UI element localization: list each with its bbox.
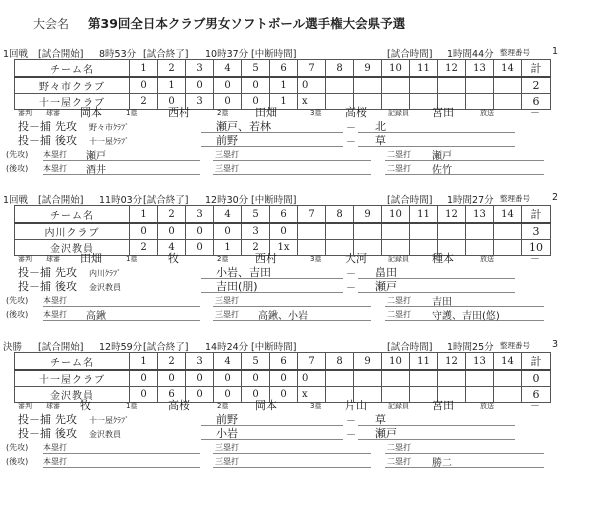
inning-score: 0 (158, 223, 186, 240)
team-name: 十一屋クラブ (15, 94, 130, 110)
inning-score (298, 223, 326, 240)
underline (213, 453, 371, 454)
top-pitchers: 瀬戸、若林 (216, 120, 271, 133)
bottom-catchers: 瀬戸 (375, 280, 397, 293)
third-base-umpire: 大河 (345, 252, 367, 265)
scoreboard-table (14, 59, 551, 110)
end-label: [試合終了] (143, 195, 189, 206)
game-header (0, 339, 600, 353)
recorder: 宮田 (432, 399, 454, 412)
end-label: [試合終了] (143, 342, 189, 353)
tournament-name: 第39回全日本クラブ男女ソフトボール選手権大会県予選 (88, 16, 406, 31)
top-paren-label: (先攻) (6, 296, 29, 305)
battery-label-bottom: 投－捕 (18, 427, 51, 440)
top-doubles: 瀬戸 (432, 151, 452, 162)
double-label: 二塁打 (387, 150, 411, 159)
bottom-home-runs: 酒井 (86, 165, 106, 176)
inning-score (354, 77, 382, 94)
inning-header: 6 (270, 206, 298, 224)
team-total: 2 (522, 77, 551, 94)
inning-score: 3 (242, 223, 270, 240)
plate-umpire: 田畑 (80, 252, 102, 265)
team-name: 十一屋クラブ (15, 370, 130, 387)
inning-score: 0 (130, 387, 158, 403)
inning-score: 0 (214, 387, 242, 403)
team-row (15, 370, 551, 387)
inning-score (466, 370, 494, 387)
triple-label: 三塁打 (215, 150, 239, 159)
inning-header: 10 (382, 60, 410, 78)
third-base-umpire: 片山 (345, 399, 367, 412)
inning-score: 1 (270, 77, 298, 94)
inning-header: 13 (466, 60, 494, 78)
broadcast-label: 放送 (480, 109, 494, 117)
inning-score: 1 (158, 77, 186, 94)
inning-score: 0 (130, 223, 158, 240)
total-header: 計 (522, 353, 551, 371)
double-label: 二塁打 (387, 296, 411, 305)
inning-header: 3 (186, 60, 214, 78)
inning-header: 12 (438, 206, 466, 224)
start-label: [試合開始] (38, 49, 84, 60)
bottom-doubles: 佐竹 (432, 165, 452, 176)
home-run-label: 本塁打 (43, 296, 67, 305)
inning-score: x (298, 387, 326, 403)
recorder-label: 記録員 (388, 255, 409, 263)
duration-value: 1時間25分 (447, 342, 494, 353)
inning-score: 4 (158, 240, 186, 256)
duration-label: [試合時間] (387, 342, 433, 353)
duration-value: 1時間27分 (447, 195, 494, 206)
inning-header: 8 (326, 353, 354, 371)
home-run-label: 本塁打 (43, 150, 67, 159)
top-catchers: 北 (375, 120, 386, 133)
inning-score: 0 (158, 370, 186, 387)
start-label: [試合開始] (38, 195, 84, 206)
serial-number: 3 (552, 339, 559, 350)
end-label: [試合終了] (143, 49, 189, 60)
team-total: 3 (522, 223, 551, 240)
scoreboard-header-row (15, 353, 551, 371)
top-paren-label: (先攻) (6, 443, 29, 452)
inning-header: 2 (158, 206, 186, 224)
inning-header: 5 (242, 60, 270, 78)
inning-score (326, 370, 354, 387)
second-base-umpire: 田畑 (255, 106, 277, 119)
recorder: 種本 (432, 252, 454, 265)
home-run-label: 本塁打 (43, 164, 67, 173)
second-base-label: 2塁 (217, 402, 229, 410)
inning-header: 4 (214, 60, 242, 78)
end-time: 14時24分 (205, 342, 249, 353)
start-label: [試合開始] (38, 342, 84, 353)
top-label: 先攻 (55, 120, 77, 133)
team-name-header: チーム名 (15, 206, 130, 224)
triple-label: 三塁打 (215, 457, 239, 466)
plate-umpire: 牧 (80, 399, 91, 412)
dash: － (346, 430, 356, 441)
inning-score: 0 (270, 370, 298, 387)
battery-label-top: 投－捕 (18, 120, 51, 133)
inning-score: 0 (214, 77, 242, 94)
interruption-label: [中断時間] (251, 195, 297, 206)
team-name: 金沢教員 (15, 240, 130, 256)
inning-score (354, 370, 382, 387)
dash: － (346, 137, 356, 148)
first-base-umpire: 西村 (168, 106, 190, 119)
battery-label-top: 投－捕 (18, 266, 51, 279)
inning-score (466, 77, 494, 94)
underline (385, 467, 544, 468)
inning-header: 8 (326, 206, 354, 224)
bottom-pitchers: 前野 (216, 134, 238, 147)
game-header (0, 192, 600, 206)
team-total: 10 (522, 240, 551, 256)
inning-header: 14 (494, 353, 522, 371)
top-team: 野々市ｸﾗﾌﾞ (89, 123, 129, 132)
inning-score (326, 77, 354, 94)
top-catchers: 畠田 (375, 266, 397, 279)
dash: － (346, 123, 356, 134)
team-name: 金沢教員 (15, 387, 130, 403)
inning-score: 2 (242, 240, 270, 256)
top-catchers: 草 (375, 413, 386, 426)
inning-score: 1 (270, 94, 298, 110)
start-time: 12時59分 (99, 342, 143, 353)
serial-number: 2 (552, 192, 559, 203)
top-paren-label: (先攻) (6, 150, 29, 159)
underline (43, 453, 200, 454)
total-header: 計 (522, 206, 551, 224)
inning-score (354, 223, 382, 240)
dash: － (346, 269, 356, 280)
inning-header: 13 (466, 353, 494, 371)
scoreboard-header-row (15, 206, 551, 224)
underline (43, 160, 200, 161)
double-label: 二塁打 (387, 310, 411, 319)
inning-header: 5 (242, 353, 270, 371)
inning-score: 0 (298, 77, 326, 94)
bottom-label: 後攻 (55, 280, 77, 293)
serial-label: 整理番号 (500, 341, 530, 350)
broadcast: － (530, 108, 540, 119)
plate-umpire-label: 球審 (46, 402, 60, 410)
serial-label: 整理番号 (500, 194, 530, 203)
inning-score (410, 77, 438, 94)
inning-score: 0 (242, 77, 270, 94)
inning-header: 11 (410, 206, 438, 224)
recorder-label: 記録員 (388, 402, 409, 410)
bottom-team: 金沢教員 (89, 430, 121, 439)
inning-score (410, 223, 438, 240)
inning-header: 11 (410, 60, 438, 78)
inning-header: 3 (186, 206, 214, 224)
inning-score (494, 77, 522, 94)
bottom-catchers: 瀬戸 (375, 427, 397, 440)
inning-header: 7 (298, 206, 326, 224)
bottom-triples: 高鍬、小岩 (258, 311, 308, 322)
team-total: 0 (522, 370, 551, 387)
double-label: 二塁打 (387, 164, 411, 173)
inning-score: 1x (270, 240, 298, 256)
inning-score (494, 240, 522, 256)
inning-score: 0 (242, 370, 270, 387)
underline (385, 453, 544, 454)
underline (43, 467, 200, 468)
underline (213, 467, 371, 468)
third-base-label: 3塁 (310, 402, 322, 410)
inning-header: 5 (242, 206, 270, 224)
inning-header: 10 (382, 353, 410, 371)
second-base-label: 2塁 (217, 255, 229, 263)
team-row (15, 77, 551, 94)
inning-header: 1 (130, 206, 158, 224)
round-label: 決勝 (3, 342, 23, 353)
bottom-pitchers: 吉田(朋) (216, 280, 258, 293)
game-block-3 (0, 339, 600, 479)
inning-header: 7 (298, 353, 326, 371)
inning-header: 8 (326, 60, 354, 78)
battery-label-bottom: 投－捕 (18, 280, 51, 293)
inning-score: 2 (130, 94, 158, 110)
broadcast-label: 放送 (480, 402, 494, 410)
inning-score (438, 370, 466, 387)
inning-score (494, 94, 522, 110)
inning-score: 0 (186, 370, 214, 387)
underline (213, 174, 371, 175)
inning-score (494, 223, 522, 240)
umpire-label: 審判 (18, 255, 32, 263)
battery-label-bottom: 投－捕 (18, 134, 51, 147)
inning-header: 12 (438, 60, 466, 78)
umpire-label: 審判 (18, 109, 32, 117)
underline (385, 174, 544, 175)
home-run-label: 本塁打 (43, 457, 67, 466)
bottom-catchers: 草 (375, 134, 386, 147)
broadcast: － (530, 254, 540, 265)
second-base-label: 2塁 (217, 109, 229, 117)
inning-score: 0 (158, 94, 186, 110)
third-base-umpire: 高桜 (345, 106, 367, 119)
recorder: 宮田 (432, 106, 454, 119)
bottom-paren-label: (後攻) (6, 457, 29, 466)
bottom-team: 金沢教員 (89, 283, 121, 292)
dash: － (346, 416, 356, 427)
game-block-2 (0, 192, 600, 332)
inning-header: 2 (158, 353, 186, 371)
underline (385, 160, 544, 161)
team-total: 6 (522, 387, 551, 403)
inning-score: 0 (214, 370, 242, 387)
first-base-label: 1塁 (126, 109, 138, 117)
battery-label-top: 投－捕 (18, 413, 51, 426)
first-base-label: 1塁 (126, 402, 138, 410)
start-time: 8時53分 (99, 49, 137, 60)
underline (43, 306, 200, 307)
team-name: 野々市クラブ (15, 77, 130, 94)
bottom-label: 後攻 (55, 134, 77, 147)
bottom-doubles: 守護、吉田(悠) (432, 311, 500, 322)
serial-label: 整理番号 (500, 48, 530, 57)
team-row (15, 223, 551, 240)
inning-score (438, 77, 466, 94)
interruption-label: [中断時間] (251, 49, 297, 60)
inning-header: 6 (270, 60, 298, 78)
inning-score (494, 387, 522, 403)
inning-score (326, 223, 354, 240)
first-base-umpire: 高桜 (168, 399, 190, 412)
top-label: 先攻 (55, 266, 77, 279)
bottom-pitchers: 小岩 (216, 427, 238, 440)
inning-score: 0 (186, 240, 214, 256)
triple-label: 三塁打 (215, 164, 239, 173)
total-header: 計 (522, 60, 551, 78)
top-home-runs: 瀬戸 (86, 151, 106, 162)
inning-score: 0 (186, 387, 214, 403)
bottom-label: 後攻 (55, 427, 77, 440)
recorder-label: 記録員 (388, 109, 409, 117)
first-base-umpire: 牧 (168, 252, 179, 265)
tournament-label: 大会名 (33, 17, 70, 31)
inning-header: 3 (186, 353, 214, 371)
top-team: 内川ｸﾗﾌﾞ (89, 269, 121, 278)
umpire-label: 審判 (18, 402, 32, 410)
serial-number: 1 (552, 46, 559, 57)
top-pitchers: 前野 (216, 413, 238, 426)
bottom-home-runs: 高鍬 (86, 311, 106, 322)
team-name-header: チーム名 (15, 60, 130, 78)
duration-label: [試合時間] (387, 49, 433, 60)
inning-score (410, 370, 438, 387)
double-label: 二塁打 (387, 457, 411, 466)
inning-header: 13 (466, 206, 494, 224)
double-label: 二塁打 (387, 443, 411, 452)
second-base-umpire: 西村 (255, 252, 277, 265)
top-doubles: 吉田 (432, 297, 452, 308)
inning-header: 1 (130, 60, 158, 78)
inning-score: 0 (214, 94, 242, 110)
round-label: 1回戦 (3, 195, 29, 206)
team-total: 6 (522, 94, 551, 110)
inning-header: 7 (298, 60, 326, 78)
underline (43, 320, 200, 321)
inning-score (382, 223, 410, 240)
top-team: 十一屋ｸﾗﾌﾞ (89, 416, 129, 425)
inning-score: 2 (130, 240, 158, 256)
team-name-header: チーム名 (15, 353, 130, 371)
end-time: 12時30分 (205, 195, 249, 206)
bottom-paren-label: (後攻) (6, 164, 29, 173)
inning-score: x (298, 94, 326, 110)
plate-umpire: 岡本 (80, 106, 102, 119)
inning-score: 0 (242, 94, 270, 110)
game-block-1 (0, 46, 600, 186)
broadcast-label: 放送 (480, 255, 494, 263)
top-pitchers: 小岩、吉田 (216, 266, 271, 279)
inning-score: 0 (270, 223, 298, 240)
inning-score (438, 223, 466, 240)
second-base-umpire: 岡本 (255, 399, 277, 412)
inning-score: 3 (186, 94, 214, 110)
interruption-label: [中断時間] (251, 342, 297, 353)
duration-label: [試合時間] (387, 195, 433, 206)
plate-umpire-label: 球審 (46, 255, 60, 263)
plate-umpire-label: 球審 (46, 109, 60, 117)
inning-header: 9 (354, 353, 382, 371)
round-label: 1回戦 (3, 49, 29, 60)
inning-header: 11 (410, 353, 438, 371)
top-label: 先攻 (55, 413, 77, 426)
inning-score (494, 370, 522, 387)
home-run-label: 本塁打 (43, 443, 67, 452)
start-time: 11時03分 (99, 195, 143, 206)
dash: － (346, 283, 356, 294)
team-name: 内川クラブ (15, 223, 130, 240)
scoreboard-table (14, 205, 551, 256)
inning-header: 2 (158, 60, 186, 78)
inning-score: 0 (186, 77, 214, 94)
inning-score: 0 (130, 77, 158, 94)
inning-score: 0 (298, 370, 326, 387)
inning-header: 4 (214, 206, 242, 224)
third-base-label: 3塁 (310, 109, 322, 117)
inning-header: 9 (354, 60, 382, 78)
inning-header: 1 (130, 353, 158, 371)
team-row (15, 387, 551, 403)
inning-score (382, 370, 410, 387)
inning-score: 0 (270, 387, 298, 403)
inning-header: 12 (438, 353, 466, 371)
game-header (0, 46, 600, 60)
underline (213, 160, 371, 161)
duration-value: 1時間44分 (447, 49, 494, 60)
first-base-label: 1塁 (126, 255, 138, 263)
inning-header: 14 (494, 60, 522, 78)
end-time: 10時37分 (205, 49, 249, 60)
inning-header: 6 (270, 353, 298, 371)
inning-score: 1 (214, 240, 242, 256)
underline (43, 174, 200, 175)
inning-score: 6 (158, 387, 186, 403)
inning-score (466, 223, 494, 240)
inning-header: 14 (494, 206, 522, 224)
inning-score: 0 (186, 223, 214, 240)
inning-score: 0 (214, 223, 242, 240)
inning-header: 10 (382, 206, 410, 224)
bottom-team: 十一屋ｸﾗﾌﾞ (89, 137, 129, 146)
bottom-paren-label: (後攻) (6, 310, 29, 319)
inning-score (382, 77, 410, 94)
scoreboard-table (14, 352, 551, 403)
triple-label: 三塁打 (215, 443, 239, 452)
inning-header: 4 (214, 353, 242, 371)
inning-header: 9 (354, 206, 382, 224)
inning-score: 0 (242, 387, 270, 403)
triple-label: 三塁打 (215, 310, 239, 319)
broadcast: － (530, 401, 540, 412)
triple-label: 三塁打 (215, 296, 239, 305)
third-base-label: 3塁 (310, 255, 322, 263)
inning-score: 0 (130, 370, 158, 387)
home-run-label: 本塁打 (43, 310, 67, 319)
scoreboard-header-row (15, 60, 551, 78)
bottom-doubles: 勝二 (432, 458, 452, 469)
